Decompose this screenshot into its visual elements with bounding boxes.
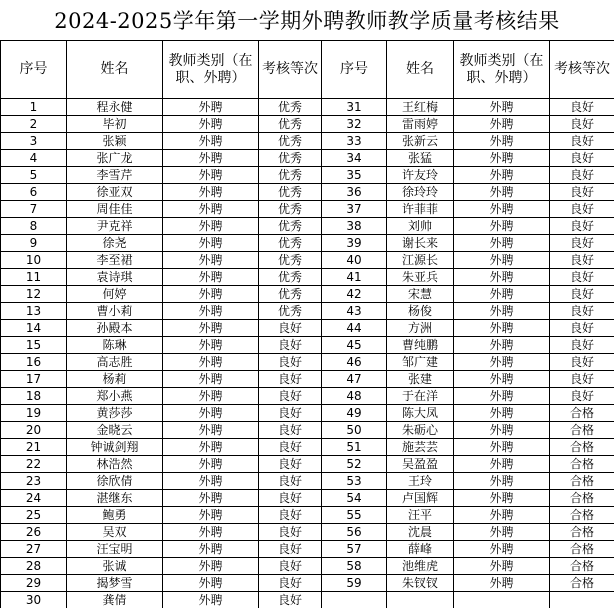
table-row <box>1 524 614 541</box>
cell-grade: 良好 <box>259 439 322 456</box>
cell-category: 外聘 <box>454 286 550 303</box>
cell-name: 毕初 <box>67 116 163 133</box>
cell-name: 谢长来 <box>387 235 454 252</box>
cell-index: 22 <box>1 456 67 473</box>
cell-name: 张颖 <box>67 133 163 150</box>
cell-name: 何婷 <box>67 286 163 303</box>
cell-index: 23 <box>1 473 67 490</box>
table-row <box>1 371 614 388</box>
table-row <box>1 354 614 371</box>
cell-index: 49 <box>322 405 387 422</box>
cell-index: 7 <box>1 201 67 218</box>
empty-cell <box>322 592 387 609</box>
header-name: 姓名 <box>387 41 454 99</box>
cell-category: 外聘 <box>163 507 259 524</box>
cell-grade: 良好 <box>550 167 614 184</box>
cell-index: 55 <box>322 507 387 524</box>
table-row <box>1 201 614 218</box>
cell-category: 外聘 <box>454 541 550 558</box>
cell-category: 外聘 <box>163 235 259 252</box>
cell-category: 外聘 <box>454 337 550 354</box>
cell-category: 外聘 <box>163 303 259 320</box>
cell-name: 朱钗钗 <box>387 575 454 592</box>
cell-category: 外聘 <box>163 252 259 269</box>
cell-index: 10 <box>1 252 67 269</box>
table-row <box>1 388 614 405</box>
cell-name: 杨俊 <box>387 303 454 320</box>
header-grade: 考核等次 <box>259 41 322 99</box>
header-index: 序号 <box>322 41 387 99</box>
table-row <box>1 422 614 439</box>
table-body <box>1 99 614 609</box>
cell-name: 邹广建 <box>387 354 454 371</box>
cell-category: 外聘 <box>454 235 550 252</box>
cell-index: 27 <box>1 541 67 558</box>
cell-index: 4 <box>1 150 67 167</box>
cell-name: 杨莉 <box>67 371 163 388</box>
page-title: 2024-2025学年第一学期外聘教师教学质量考核结果 <box>54 9 560 33</box>
table-row <box>1 592 614 609</box>
cell-category: 外聘 <box>163 439 259 456</box>
table-row <box>1 184 614 201</box>
cell-index: 51 <box>322 439 387 456</box>
cell-category: 外聘 <box>163 354 259 371</box>
cell-index: 19 <box>1 405 67 422</box>
cell-category: 外聘 <box>454 269 550 286</box>
cell-index: 45 <box>322 337 387 354</box>
cell-index: 40 <box>322 252 387 269</box>
cell-category: 外聘 <box>163 337 259 354</box>
cell-grade: 良好 <box>259 405 322 422</box>
cell-name: 金晓云 <box>67 422 163 439</box>
cell-grade: 优秀 <box>259 235 322 252</box>
cell-category: 外聘 <box>163 541 259 558</box>
cell-name: 汪平 <box>387 507 454 524</box>
cell-grade: 优秀 <box>259 252 322 269</box>
cell-grade: 良好 <box>259 337 322 354</box>
cell-grade: 良好 <box>550 286 614 303</box>
cell-name: 王红梅 <box>387 99 454 116</box>
cell-index: 34 <box>322 150 387 167</box>
cell-category: 外聘 <box>163 218 259 235</box>
cell-name: 周佳佳 <box>67 201 163 218</box>
cell-index: 35 <box>322 167 387 184</box>
cell-category: 外聘 <box>454 422 550 439</box>
cell-grade: 优秀 <box>259 133 322 150</box>
cell-index: 50 <box>322 422 387 439</box>
cell-index: 14 <box>1 320 67 337</box>
cell-grade: 良好 <box>550 371 614 388</box>
cell-category: 外聘 <box>454 252 550 269</box>
cell-grade: 良好 <box>259 507 322 524</box>
cell-category: 外聘 <box>454 184 550 201</box>
cell-name: 徐玲玲 <box>387 184 454 201</box>
cell-grade: 合格 <box>550 473 614 490</box>
cell-category: 外聘 <box>454 388 550 405</box>
cell-category: 外聘 <box>454 150 550 167</box>
cell-grade: 合格 <box>550 524 614 541</box>
cell-category: 外聘 <box>454 371 550 388</box>
cell-name: 薛峰 <box>387 541 454 558</box>
cell-grade: 良好 <box>550 116 614 133</box>
cell-category: 外聘 <box>454 320 550 337</box>
cell-index: 6 <box>1 184 67 201</box>
cell-grade: 良好 <box>550 235 614 252</box>
cell-name: 高志胜 <box>67 354 163 371</box>
cell-name: 池维虎 <box>387 558 454 575</box>
cell-grade: 优秀 <box>259 303 322 320</box>
cell-index: 32 <box>322 116 387 133</box>
cell-index: 28 <box>1 558 67 575</box>
cell-name: 尹克祥 <box>67 218 163 235</box>
cell-grade: 良好 <box>550 184 614 201</box>
cell-grade: 优秀 <box>259 99 322 116</box>
table-row <box>1 269 614 286</box>
cell-index: 56 <box>322 524 387 541</box>
cell-name: 方洲 <box>387 320 454 337</box>
cell-category: 外聘 <box>163 490 259 507</box>
cell-category: 外聘 <box>163 320 259 337</box>
cell-name: 湛继东 <box>67 490 163 507</box>
cell-name: 林浩然 <box>67 456 163 473</box>
empty-cell <box>550 592 614 609</box>
cell-grade: 合格 <box>550 558 614 575</box>
cell-grade: 良好 <box>259 456 322 473</box>
cell-name: 张猛 <box>387 150 454 167</box>
cell-grade: 良好 <box>259 575 322 592</box>
cell-name: 鲍勇 <box>67 507 163 524</box>
cell-category: 外聘 <box>163 473 259 490</box>
cell-grade: 良好 <box>550 218 614 235</box>
cell-name: 施芸芸 <box>387 439 454 456</box>
cell-category: 外聘 <box>163 184 259 201</box>
cell-grade: 良好 <box>259 524 322 541</box>
table-row <box>1 218 614 235</box>
table-row <box>1 405 614 422</box>
cell-index: 2 <box>1 116 67 133</box>
table-row <box>1 541 614 558</box>
cell-name: 钟诚剑翔 <box>67 439 163 456</box>
cell-index: 17 <box>1 371 67 388</box>
cell-name: 卢国辉 <box>387 490 454 507</box>
cell-name: 王玲 <box>387 473 454 490</box>
cell-grade: 合格 <box>550 439 614 456</box>
cell-index: 41 <box>322 269 387 286</box>
cell-category: 外聘 <box>163 422 259 439</box>
cell-category: 外聘 <box>454 218 550 235</box>
cell-grade: 合格 <box>550 422 614 439</box>
cell-category: 外聘 <box>163 167 259 184</box>
cell-index: 59 <box>322 575 387 592</box>
cell-index: 5 <box>1 167 67 184</box>
cell-category: 外聘 <box>454 558 550 575</box>
table-row <box>1 575 614 592</box>
cell-index: 25 <box>1 507 67 524</box>
cell-index: 8 <box>1 218 67 235</box>
cell-index: 18 <box>1 388 67 405</box>
cell-grade: 优秀 <box>259 201 322 218</box>
cell-grade: 良好 <box>259 541 322 558</box>
cell-category: 外聘 <box>454 167 550 184</box>
cell-name: 朱亚兵 <box>387 269 454 286</box>
cell-name: 张广龙 <box>67 150 163 167</box>
cell-grade: 良好 <box>259 558 322 575</box>
cell-category: 外聘 <box>163 388 259 405</box>
cell-category: 外聘 <box>454 405 550 422</box>
cell-category: 外聘 <box>454 201 550 218</box>
cell-grade: 优秀 <box>259 218 322 235</box>
cell-index: 21 <box>1 439 67 456</box>
cell-name: 郑小燕 <box>67 388 163 405</box>
cell-grade: 良好 <box>259 473 322 490</box>
cell-name: 袁诗琪 <box>67 269 163 286</box>
cell-category: 外聘 <box>163 286 259 303</box>
cell-index: 37 <box>322 201 387 218</box>
cell-index: 52 <box>322 456 387 473</box>
cell-grade: 良好 <box>550 99 614 116</box>
cell-category: 外聘 <box>454 99 550 116</box>
cell-index: 15 <box>1 337 67 354</box>
header-grade: 考核等次 <box>550 41 614 99</box>
cell-name: 陈大凤 <box>387 405 454 422</box>
cell-grade: 合格 <box>550 490 614 507</box>
cell-grade: 良好 <box>550 252 614 269</box>
cell-index: 48 <box>322 388 387 405</box>
cell-category: 外聘 <box>163 592 259 609</box>
cell-name: 雷雨婷 <box>387 116 454 133</box>
cell-name: 徐欣倩 <box>67 473 163 490</box>
cell-index: 29 <box>1 575 67 592</box>
cell-category: 外聘 <box>454 575 550 592</box>
empty-cell <box>454 592 550 609</box>
table-row <box>1 473 614 490</box>
cell-name: 龚倩 <box>67 592 163 609</box>
cell-index: 13 <box>1 303 67 320</box>
cell-category: 外聘 <box>163 133 259 150</box>
cell-grade: 良好 <box>550 337 614 354</box>
table-row <box>1 490 614 507</box>
cell-name: 陈琳 <box>67 337 163 354</box>
cell-index: 54 <box>322 490 387 507</box>
cell-grade: 良好 <box>259 371 322 388</box>
cell-category: 外聘 <box>163 99 259 116</box>
cell-index: 20 <box>1 422 67 439</box>
header-index: 序号 <box>1 41 67 99</box>
cell-grade: 良好 <box>550 320 614 337</box>
cell-name: 李至裙 <box>67 252 163 269</box>
cell-grade: 良好 <box>259 320 322 337</box>
cell-name: 李雪芹 <box>67 167 163 184</box>
table-row <box>1 507 614 524</box>
cell-grade: 优秀 <box>259 150 322 167</box>
cell-name: 吴双 <box>67 524 163 541</box>
cell-category: 外聘 <box>163 371 259 388</box>
cell-index: 9 <box>1 235 67 252</box>
cell-category: 外聘 <box>454 116 550 133</box>
cell-index: 39 <box>322 235 387 252</box>
cell-grade: 良好 <box>259 354 322 371</box>
cell-name: 张诚 <box>67 558 163 575</box>
cell-index: 1 <box>1 99 67 116</box>
table-row <box>1 286 614 303</box>
cell-category: 外聘 <box>163 201 259 218</box>
cell-category: 外聘 <box>163 524 259 541</box>
cell-category: 外聘 <box>163 456 259 473</box>
cell-name: 黄莎莎 <box>67 405 163 422</box>
cell-name: 朱砺心 <box>387 422 454 439</box>
cell-index: 24 <box>1 490 67 507</box>
cell-grade: 优秀 <box>259 269 322 286</box>
cell-grade: 良好 <box>259 388 322 405</box>
cell-index: 16 <box>1 354 67 371</box>
cell-name: 程永健 <box>67 99 163 116</box>
cell-index: 38 <box>322 218 387 235</box>
cell-index: 3 <box>1 133 67 150</box>
cell-grade: 合格 <box>550 405 614 422</box>
cell-grade: 良好 <box>550 388 614 405</box>
cell-name: 曹纯鹏 <box>387 337 454 354</box>
cell-category: 外聘 <box>163 558 259 575</box>
cell-index: 44 <box>322 320 387 337</box>
cell-grade: 合格 <box>550 575 614 592</box>
cell-grade: 良好 <box>259 490 322 507</box>
cell-name: 曹小莉 <box>67 303 163 320</box>
cell-index: 33 <box>322 133 387 150</box>
cell-category: 外聘 <box>454 456 550 473</box>
cell-index: 53 <box>322 473 387 490</box>
cell-category: 外聘 <box>454 524 550 541</box>
cell-grade: 优秀 <box>259 116 322 133</box>
cell-category: 外聘 <box>163 405 259 422</box>
cell-category: 外聘 <box>163 575 259 592</box>
cell-index: 42 <box>322 286 387 303</box>
cell-grade: 良好 <box>259 592 322 609</box>
cell-category: 外聘 <box>163 269 259 286</box>
cell-grade: 良好 <box>550 150 614 167</box>
cell-index: 12 <box>1 286 67 303</box>
cell-name: 张建 <box>387 371 454 388</box>
cell-index: 26 <box>1 524 67 541</box>
cell-name: 张新云 <box>387 133 454 150</box>
cell-index: 58 <box>322 558 387 575</box>
cell-index: 31 <box>322 99 387 116</box>
cell-grade: 良好 <box>259 422 322 439</box>
cell-grade: 良好 <box>550 133 614 150</box>
cell-index: 30 <box>1 592 67 609</box>
cell-name: 刘帅 <box>387 218 454 235</box>
results-table <box>0 40 614 608</box>
table-row <box>1 320 614 337</box>
cell-index: 11 <box>1 269 67 286</box>
cell-grade: 良好 <box>550 269 614 286</box>
cell-category: 外聘 <box>454 507 550 524</box>
cell-grade: 优秀 <box>259 167 322 184</box>
cell-category: 外聘 <box>454 303 550 320</box>
cell-grade: 合格 <box>550 507 614 524</box>
cell-grade: 合格 <box>550 541 614 558</box>
table-row <box>1 99 614 116</box>
cell-index: 36 <box>322 184 387 201</box>
table-row <box>1 252 614 269</box>
cell-name: 揭梦雪 <box>67 575 163 592</box>
cell-name: 于在洋 <box>387 388 454 405</box>
cell-grade: 良好 <box>550 303 614 320</box>
header-row <box>1 41 614 99</box>
table-row <box>1 303 614 320</box>
cell-index: 57 <box>322 541 387 558</box>
cell-category: 外聘 <box>454 439 550 456</box>
cell-name: 江源长 <box>387 252 454 269</box>
cell-grade: 优秀 <box>259 184 322 201</box>
cell-category: 外聘 <box>163 150 259 167</box>
cell-index: 47 <box>322 371 387 388</box>
cell-category: 外聘 <box>163 116 259 133</box>
cell-name: 徐尧 <box>67 235 163 252</box>
cell-name: 徐亚双 <box>67 184 163 201</box>
cell-category: 外聘 <box>454 490 550 507</box>
cell-name: 汪宝明 <box>67 541 163 558</box>
table-row <box>1 439 614 456</box>
header-category: 教师类别（在职、外聘） <box>163 41 259 99</box>
table-row <box>1 133 614 150</box>
table-row <box>1 558 614 575</box>
cell-category: 外聘 <box>454 473 550 490</box>
cell-index: 46 <box>322 354 387 371</box>
cell-name: 沈晨 <box>387 524 454 541</box>
cell-grade: 良好 <box>550 354 614 371</box>
header-category: 教师类别（在职、外聘） <box>454 41 550 99</box>
table-row <box>1 150 614 167</box>
cell-name: 吴盈盈 <box>387 456 454 473</box>
cell-category: 外聘 <box>454 354 550 371</box>
table-row <box>1 167 614 184</box>
table-row <box>1 116 614 133</box>
header-name: 姓名 <box>67 41 163 99</box>
cell-grade: 合格 <box>550 456 614 473</box>
cell-name: 宋慧 <box>387 286 454 303</box>
table-row <box>1 235 614 252</box>
cell-name: 许友玲 <box>387 167 454 184</box>
cell-index: 43 <box>322 303 387 320</box>
cell-category: 外聘 <box>454 133 550 150</box>
cell-name: 孙殿本 <box>67 320 163 337</box>
table-row <box>1 337 614 354</box>
empty-cell <box>387 592 454 609</box>
cell-grade: 良好 <box>550 201 614 218</box>
cell-name: 许菲菲 <box>387 201 454 218</box>
cell-grade: 优秀 <box>259 286 322 303</box>
table-row <box>1 456 614 473</box>
